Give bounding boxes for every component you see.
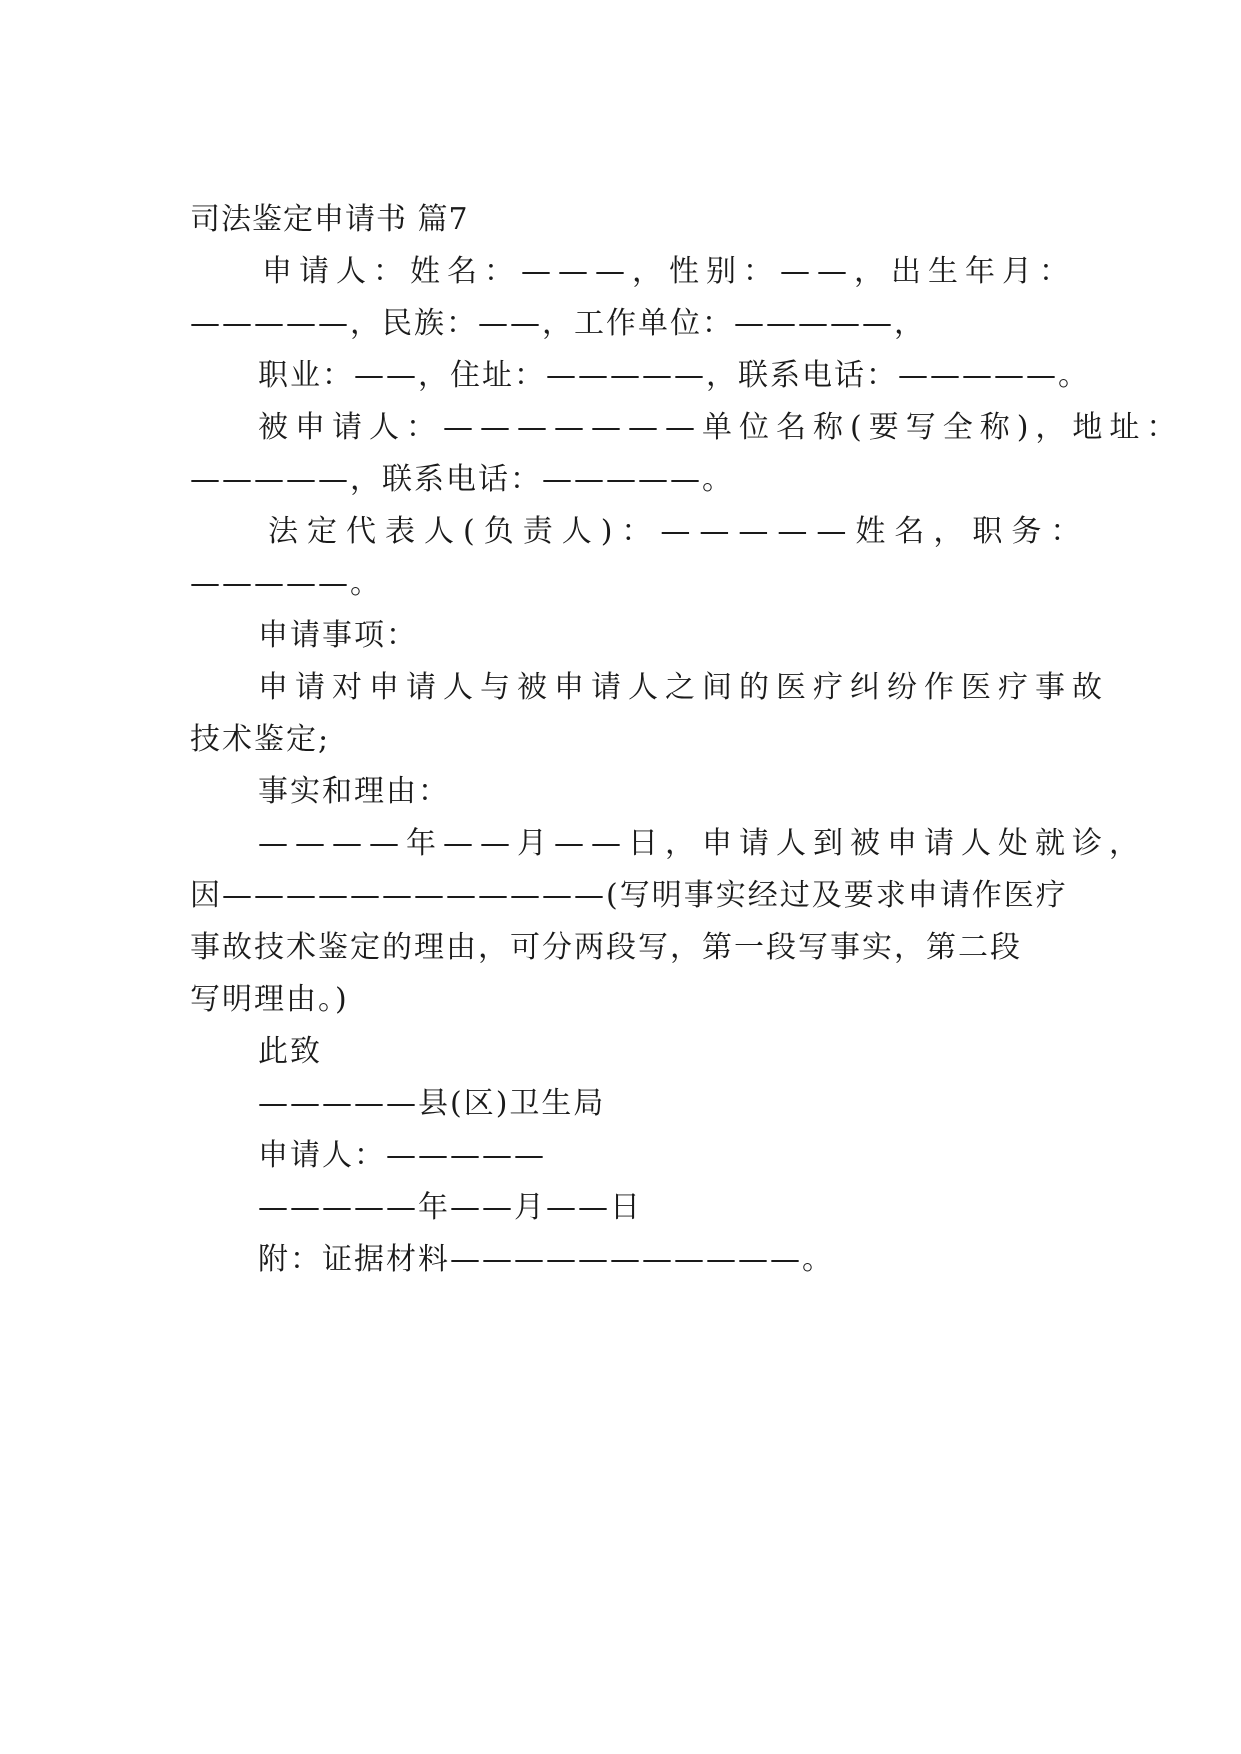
facts-reasons-heading: 事实和理由： — [258, 774, 450, 809]
facts-line-1: ————年——月——日，申请人到被申请人处就诊， — [258, 826, 1146, 861]
application-matters-heading: 申请事项： — [258, 618, 418, 653]
salutation: 此致 — [258, 1034, 322, 1069]
legal-representative-line-2: —————。 — [190, 566, 382, 601]
document-title: 司法鉴定申请书 篇7 — [190, 202, 469, 237]
respondent-line-1: 被申请人：———————单位名称(要写全称)，地址： — [258, 410, 1184, 445]
signature-date: —————年——月——日 — [258, 1190, 642, 1225]
applicant-info-line-3: 职业：——，住址：—————，联系电话：—————。 — [258, 358, 1090, 393]
applicant-info-line-2: —————，民族：——，工作单位：—————， — [190, 306, 926, 341]
signature-applicant: 申请人：————— — [258, 1138, 546, 1173]
facts-line-4: 写明理由。) — [190, 982, 349, 1017]
applicant-info-line-1: 申请人：姓名：———，性别：——，出生年月： — [262, 254, 1076, 289]
application-matters-line-1: 申请对申请人与被申请人之间的医疗纠纷作医疗事故 — [258, 670, 1109, 705]
legal-representative-line-1: 法定代表人(负责人)：—————姓名，职务： — [268, 514, 1090, 549]
respondent-line-2: —————，联系电话：—————。 — [190, 462, 734, 497]
attachment-note: 附：证据材料———————————。 — [258, 1242, 834, 1277]
facts-line-3: 事故技术鉴定的理由，可分两段写，第一段写事实，第二段 — [190, 930, 1022, 965]
recipient: —————县(区)卫生局 — [258, 1086, 606, 1121]
application-matters-line-2: 技术鉴定; — [190, 722, 331, 757]
facts-line-2: 因————————————(写明事实经过及要求申请作医疗 — [190, 878, 1068, 913]
